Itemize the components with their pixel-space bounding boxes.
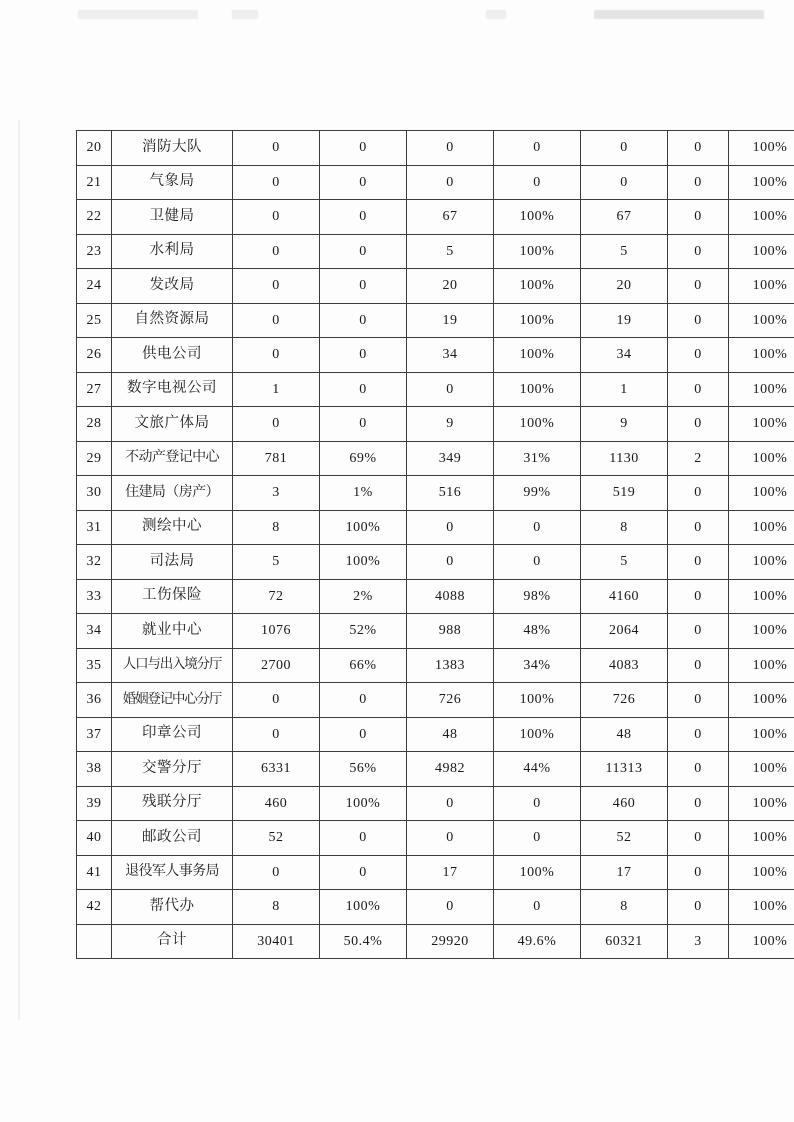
table-row — [77, 476, 794, 511]
value-window: 0 — [407, 372, 494, 407]
value-rate: 100% — [729, 579, 794, 614]
table-row — [77, 614, 794, 649]
value-window: 17 — [407, 855, 494, 890]
value-rate: 100% — [729, 407, 794, 442]
percent-window: 0 — [494, 890, 581, 925]
value-extra: 0 — [668, 372, 729, 407]
value-rate: 100% — [729, 510, 794, 545]
row-index: 37 — [77, 717, 112, 752]
value-rate: 100% — [729, 303, 794, 338]
value-window: 0 — [407, 165, 494, 200]
percent-online: 66% — [320, 648, 407, 683]
table-row — [77, 683, 794, 718]
percent-online: 0 — [320, 234, 407, 269]
department-name: 退役军人事务局 — [112, 855, 233, 890]
value-window: 20 — [407, 269, 494, 304]
value-rate: 100% — [729, 924, 794, 959]
table-row — [77, 441, 794, 476]
value-extra: 0 — [668, 545, 729, 580]
row-index: 34 — [77, 614, 112, 649]
value-total: 8 — [581, 510, 668, 545]
value-window: 0 — [407, 131, 494, 166]
department-name: 水利局 — [112, 234, 233, 269]
value-rate: 100% — [729, 752, 794, 787]
row-index: 20 — [77, 131, 112, 166]
percent-online: 0 — [320, 200, 407, 235]
department-name: 消防大队 — [112, 131, 233, 166]
department-name: 婚姻登记中心分厅 — [112, 683, 233, 718]
value-total: 8 — [581, 890, 668, 925]
row-index: 26 — [77, 338, 112, 373]
percent-online: 52% — [320, 614, 407, 649]
value-window: 1383 — [407, 648, 494, 683]
table-row — [77, 131, 794, 166]
value-rate: 100% — [729, 683, 794, 718]
row-index: 24 — [77, 269, 112, 304]
department-name: 交警分厅 — [112, 752, 233, 787]
value-rate: 100% — [729, 234, 794, 269]
row-index: 29 — [77, 441, 112, 476]
row-index: 32 — [77, 545, 112, 580]
row-index: 25 — [77, 303, 112, 338]
value-window: 726 — [407, 683, 494, 718]
value-total: 2064 — [581, 614, 668, 649]
statistics-table — [76, 130, 794, 959]
department-name: 卫健局 — [112, 200, 233, 235]
percent-online: 56% — [320, 752, 407, 787]
value-online: 6331 — [233, 752, 320, 787]
value-total: 1 — [581, 372, 668, 407]
value-rate: 100% — [729, 165, 794, 200]
value-total: 60321 — [581, 924, 668, 959]
value-rate: 100% — [729, 821, 794, 856]
value-total: 0 — [581, 131, 668, 166]
percent-online: 0 — [320, 338, 407, 373]
value-total: 17 — [581, 855, 668, 890]
department-name: 气象局 — [112, 165, 233, 200]
value-total: 4160 — [581, 579, 668, 614]
value-online: 1 — [233, 372, 320, 407]
percent-window: 0 — [494, 786, 581, 821]
percent-window: 98% — [494, 579, 581, 614]
percent-window: 100% — [494, 372, 581, 407]
percent-window: 100% — [494, 683, 581, 718]
value-extra: 0 — [668, 303, 729, 338]
row-index: 28 — [77, 407, 112, 442]
percent-online: 100% — [320, 510, 407, 545]
percent-online: 2% — [320, 579, 407, 614]
value-extra: 0 — [668, 890, 729, 925]
value-window: 19 — [407, 303, 494, 338]
row-index: 36 — [77, 683, 112, 718]
value-window: 0 — [407, 545, 494, 580]
value-rate: 100% — [729, 717, 794, 752]
value-rate: 100% — [729, 614, 794, 649]
table-row — [77, 545, 794, 580]
table-body — [77, 131, 794, 959]
value-online: 781 — [233, 441, 320, 476]
value-online: 52 — [233, 821, 320, 856]
value-rate: 100% — [729, 131, 794, 166]
row-index: 21 — [77, 165, 112, 200]
table-row — [77, 269, 794, 304]
percent-online: 100% — [320, 890, 407, 925]
value-total: 1130 — [581, 441, 668, 476]
row-index: 42 — [77, 890, 112, 925]
value-extra: 0 — [668, 579, 729, 614]
percent-window: 0 — [494, 545, 581, 580]
value-extra: 0 — [668, 234, 729, 269]
row-index: 27 — [77, 372, 112, 407]
percent-window: 100% — [494, 717, 581, 752]
percent-online: 50.4% — [320, 924, 407, 959]
value-online: 0 — [233, 200, 320, 235]
value-total: 19 — [581, 303, 668, 338]
table-row — [77, 338, 794, 373]
percent-window: 49.6% — [494, 924, 581, 959]
value-extra: 0 — [668, 131, 729, 166]
value-total: 34 — [581, 338, 668, 373]
department-name: 文旅广体局 — [112, 407, 233, 442]
percent-window: 100% — [494, 269, 581, 304]
value-online: 0 — [233, 165, 320, 200]
department-name: 就业中心 — [112, 614, 233, 649]
value-online: 8 — [233, 510, 320, 545]
department-name: 残联分厅 — [112, 786, 233, 821]
row-index: 40 — [77, 821, 112, 856]
value-online: 0 — [233, 131, 320, 166]
value-total: 48 — [581, 717, 668, 752]
row-index: 39 — [77, 786, 112, 821]
value-extra: 0 — [668, 165, 729, 200]
value-extra: 0 — [668, 510, 729, 545]
value-online: 72 — [233, 579, 320, 614]
value-window: 0 — [407, 890, 494, 925]
percent-online: 0 — [320, 303, 407, 338]
value-online: 0 — [233, 683, 320, 718]
table-row — [77, 372, 794, 407]
department-name: 司法局 — [112, 545, 233, 580]
value-window: 29920 — [407, 924, 494, 959]
percent-online: 100% — [320, 786, 407, 821]
value-rate: 100% — [729, 545, 794, 580]
value-total: 67 — [581, 200, 668, 235]
scan-artifact-left-edge — [18, 120, 20, 1020]
percent-window: 0 — [494, 510, 581, 545]
department-name: 合计 — [112, 924, 233, 959]
percent-window: 44% — [494, 752, 581, 787]
value-extra: 0 — [668, 614, 729, 649]
percent-online: 69% — [320, 441, 407, 476]
row-index — [77, 924, 112, 959]
value-online: 0 — [233, 303, 320, 338]
value-online: 460 — [233, 786, 320, 821]
value-rate: 100% — [729, 441, 794, 476]
value-extra: 0 — [668, 752, 729, 787]
value-extra: 0 — [668, 821, 729, 856]
table-total-row — [77, 924, 794, 959]
value-rate: 100% — [729, 890, 794, 925]
table-row — [77, 303, 794, 338]
value-total: 5 — [581, 545, 668, 580]
table-row — [77, 890, 794, 925]
department-name: 测绘中心 — [112, 510, 233, 545]
value-online: 0 — [233, 269, 320, 304]
scan-artifact-top — [0, 10, 794, 26]
value-online: 0 — [233, 338, 320, 373]
department-name: 印章公司 — [112, 717, 233, 752]
row-index: 23 — [77, 234, 112, 269]
value-total: 519 — [581, 476, 668, 511]
value-window: 988 — [407, 614, 494, 649]
percent-window: 100% — [494, 407, 581, 442]
table-row — [77, 200, 794, 235]
table-row — [77, 234, 794, 269]
department-name: 工伤保险 — [112, 579, 233, 614]
department-name: 人口与出入境分厅 — [112, 648, 233, 683]
department-name: 不动产登记中心 — [112, 441, 233, 476]
value-rate: 100% — [729, 786, 794, 821]
department-name: 发改局 — [112, 269, 233, 304]
statistics-table-container — [76, 130, 788, 959]
value-window: 4982 — [407, 752, 494, 787]
value-online: 2700 — [233, 648, 320, 683]
department-name: 邮政公司 — [112, 821, 233, 856]
value-online: 1076 — [233, 614, 320, 649]
value-extra: 0 — [668, 407, 729, 442]
percent-window: 34% — [494, 648, 581, 683]
percent-window: 100% — [494, 234, 581, 269]
value-window: 34 — [407, 338, 494, 373]
value-total: 0 — [581, 165, 668, 200]
value-rate: 100% — [729, 648, 794, 683]
percent-window: 100% — [494, 303, 581, 338]
value-online: 0 — [233, 234, 320, 269]
value-extra: 0 — [668, 855, 729, 890]
value-extra: 0 — [668, 200, 729, 235]
value-extra: 0 — [668, 269, 729, 304]
percent-online: 0 — [320, 717, 407, 752]
value-online: 8 — [233, 890, 320, 925]
percent-online: 0 — [320, 683, 407, 718]
value-total: 52 — [581, 821, 668, 856]
value-total: 11313 — [581, 752, 668, 787]
table-row — [77, 717, 794, 752]
department-name: 自然资源局 — [112, 303, 233, 338]
value-total: 726 — [581, 683, 668, 718]
value-extra: 2 — [668, 441, 729, 476]
row-index: 41 — [77, 855, 112, 890]
percent-online: 0 — [320, 855, 407, 890]
value-window: 349 — [407, 441, 494, 476]
row-index: 35 — [77, 648, 112, 683]
percent-window: 100% — [494, 338, 581, 373]
table-row — [77, 821, 794, 856]
value-total: 4083 — [581, 648, 668, 683]
value-rate: 100% — [729, 476, 794, 511]
percent-online: 1% — [320, 476, 407, 511]
percent-online: 0 — [320, 372, 407, 407]
percent-online: 0 — [320, 165, 407, 200]
value-rate: 100% — [729, 855, 794, 890]
value-window: 4088 — [407, 579, 494, 614]
value-window: 0 — [407, 821, 494, 856]
percent-window: 0 — [494, 131, 581, 166]
value-window: 48 — [407, 717, 494, 752]
value-extra: 0 — [668, 683, 729, 718]
row-index: 30 — [77, 476, 112, 511]
value-window: 0 — [407, 510, 494, 545]
table-row — [77, 786, 794, 821]
value-rate: 100% — [729, 372, 794, 407]
value-extra: 0 — [668, 338, 729, 373]
value-window: 516 — [407, 476, 494, 511]
value-rate: 100% — [729, 200, 794, 235]
row-index: 31 — [77, 510, 112, 545]
value-window: 67 — [407, 200, 494, 235]
percent-online: 0 — [320, 821, 407, 856]
percent-window: 48% — [494, 614, 581, 649]
table-row — [77, 407, 794, 442]
row-index: 33 — [77, 579, 112, 614]
table-row — [77, 752, 794, 787]
value-online: 30401 — [233, 924, 320, 959]
percent-window: 100% — [494, 855, 581, 890]
value-extra: 0 — [668, 786, 729, 821]
department-name: 住建局（房产） — [112, 476, 233, 511]
value-extra: 0 — [668, 717, 729, 752]
percent-online: 100% — [320, 545, 407, 580]
percent-online: 0 — [320, 407, 407, 442]
table-row — [77, 648, 794, 683]
percent-window: 0 — [494, 165, 581, 200]
table-row — [77, 855, 794, 890]
value-online: 0 — [233, 407, 320, 442]
value-total: 460 — [581, 786, 668, 821]
percent-online: 0 — [320, 269, 407, 304]
table-row — [77, 510, 794, 545]
percent-window: 0 — [494, 821, 581, 856]
value-online: 0 — [233, 855, 320, 890]
percent-window: 31% — [494, 441, 581, 476]
value-window: 5 — [407, 234, 494, 269]
percent-window: 100% — [494, 200, 581, 235]
department-name: 数字电视公司 — [112, 372, 233, 407]
value-window: 0 — [407, 786, 494, 821]
value-window: 9 — [407, 407, 494, 442]
value-extra: 0 — [668, 648, 729, 683]
value-rate: 100% — [729, 269, 794, 304]
table-row — [77, 579, 794, 614]
value-online: 0 — [233, 717, 320, 752]
value-total: 20 — [581, 269, 668, 304]
value-online: 3 — [233, 476, 320, 511]
department-name: 供电公司 — [112, 338, 233, 373]
percent-window: 99% — [494, 476, 581, 511]
value-online: 5 — [233, 545, 320, 580]
value-rate: 100% — [729, 338, 794, 373]
value-extra: 0 — [668, 476, 729, 511]
row-index: 22 — [77, 200, 112, 235]
value-total: 5 — [581, 234, 668, 269]
row-index: 38 — [77, 752, 112, 787]
department-name: 帮代办 — [112, 890, 233, 925]
percent-online: 0 — [320, 131, 407, 166]
value-total: 9 — [581, 407, 668, 442]
value-extra: 3 — [668, 924, 729, 959]
table-row — [77, 165, 794, 200]
